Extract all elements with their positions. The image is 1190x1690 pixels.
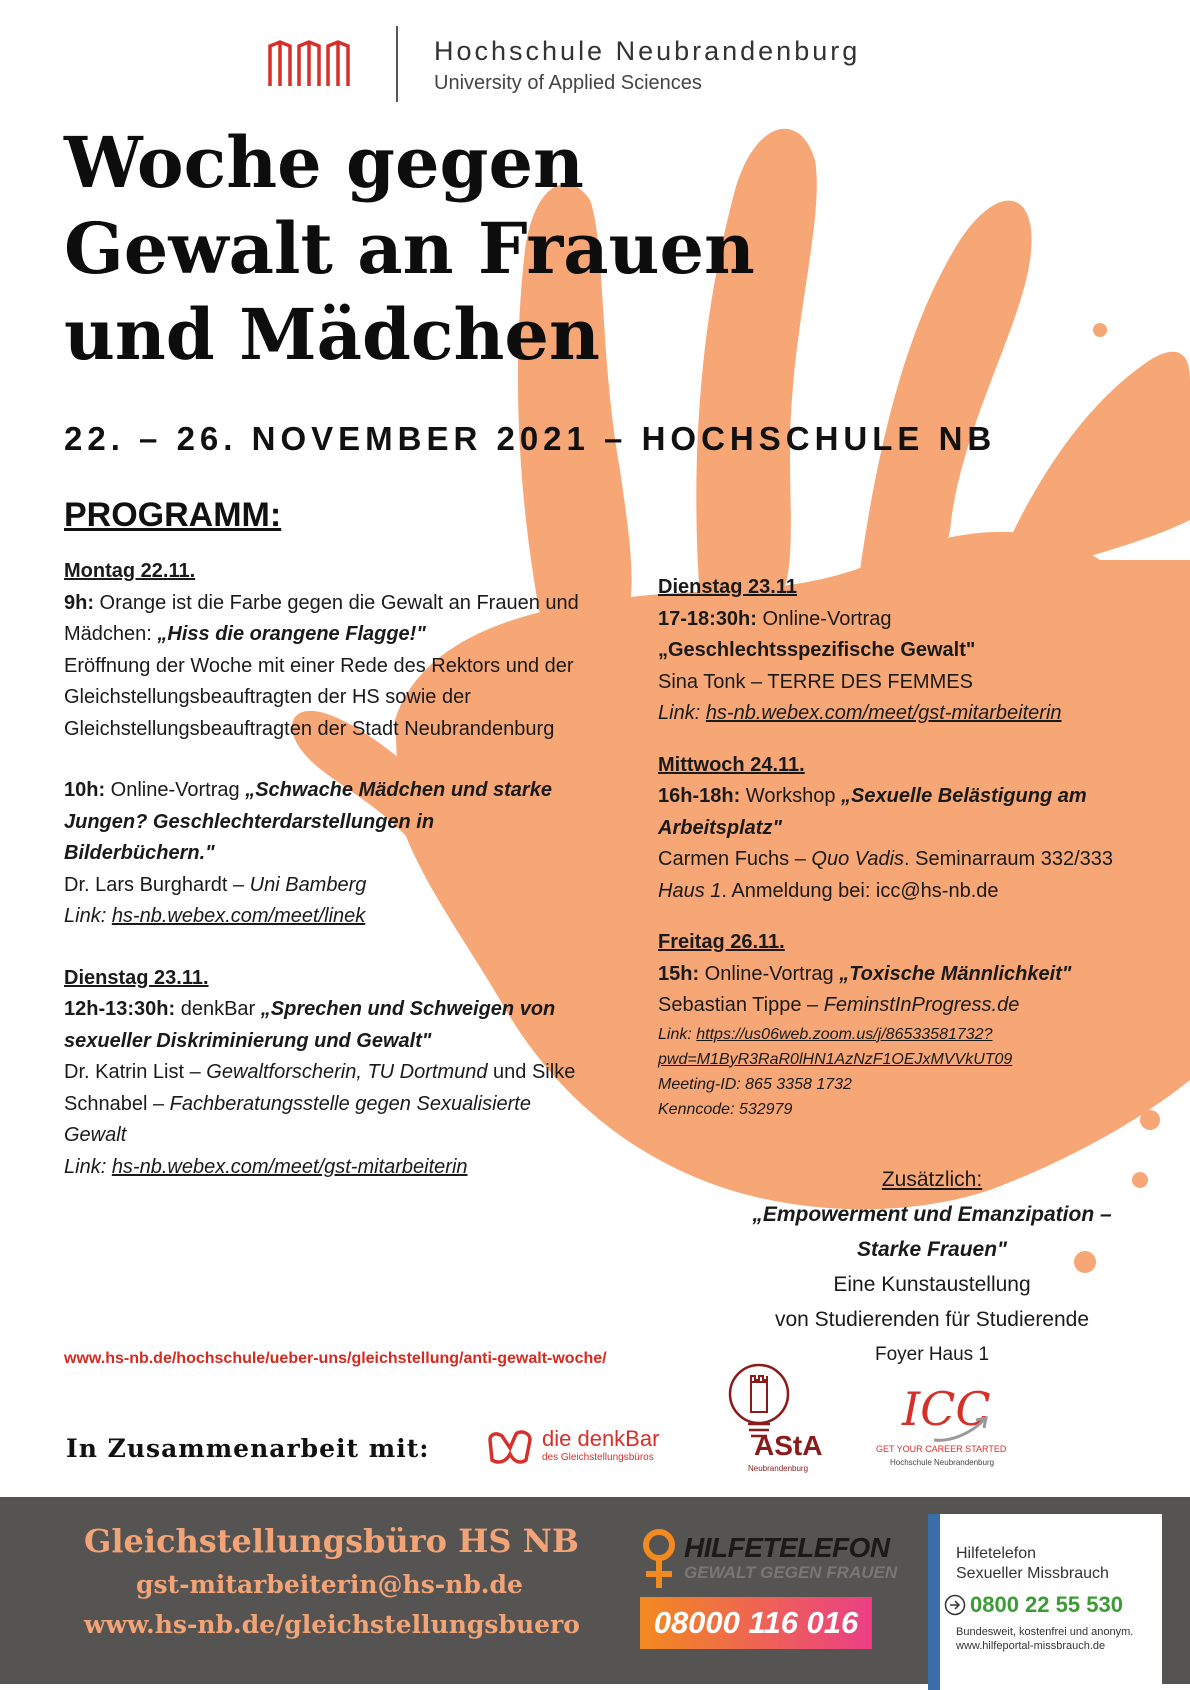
event-description: Eröffnung der Woche mit einer Rede des Rektors und der Gleichstellungsbeauftragten der HS sowie der Gleichstellungsbeauftragten der Stadt Neubrandenburg bbox=[64, 654, 574, 740]
event-link-row: Link: hs-nb.webex.com/meet/gst-mitarbeiterin bbox=[64, 1155, 468, 1178]
event-time: 12h-13:30h: bbox=[64, 998, 176, 1020]
day-heading-monday: Montag 22.11. bbox=[64, 560, 196, 582]
event-time: 16h-18h: bbox=[658, 785, 741, 807]
event-time: 10h: bbox=[64, 779, 106, 801]
event-title: „Geschlechtsspezifische Gewalt" bbox=[658, 639, 976, 661]
event-friday-lecture: 15h: Online-Vortrag „Toxische Männlichkeit" bbox=[658, 962, 1072, 985]
denkbar-sub: des Gleichstellungsbüros bbox=[542, 1452, 654, 1463]
event-tuesday-denkbar: 12h-13:30h: denkBar „Sprechen und Schweigen von sexueller Diskriminierung und Gewalt" bbox=[64, 998, 556, 1052]
day-heading-tuesday: Dienstag 23.11 bbox=[658, 576, 797, 598]
additional-exhibition bbox=[716, 1162, 1148, 1372]
institution-subtitle: University of Applied Sciences bbox=[434, 72, 702, 94]
event-speaker: Carmen Fuchs – Quo Vadis. Seminarraum 332/333 bbox=[658, 848, 1114, 870]
missbrauch-fineprint: Bundesweit, kostenfrei und anonym. bbox=[956, 1626, 1134, 1638]
day-heading-friday: Freitag 26.11. bbox=[658, 931, 785, 953]
icc-slogan: GET YOUR CAREER STARTED bbox=[876, 1444, 1007, 1454]
institution-name: Hochschule Neubrandenburg bbox=[434, 36, 861, 66]
footer-email[interactable]: gst-mitarbeiterin@hs-nb.de bbox=[136, 1570, 523, 1599]
meeting-passcode: Kenncode: 532979 bbox=[658, 1100, 793, 1118]
event-time: 15h: bbox=[658, 962, 700, 985]
icc-logo bbox=[860, 1382, 1020, 1482]
footer-website[interactable]: www.hs-nb.de/gleichstellungsbuero bbox=[84, 1610, 580, 1639]
event-website-link[interactable]: www.hs-nb.de/hochschule/ueber-uns/gleichstellung/anti-gewalt-woche/ bbox=[64, 1350, 607, 1367]
zoom-link-row-2 bbox=[658, 1047, 1178, 1072]
exhibition-title-1: „Empowerment und Emanzipation – bbox=[752, 1203, 1112, 1226]
event-wednesday-workshop: 16h-18h: Workshop „Sexuelle Belästigung am Arbeitsplatz" bbox=[658, 785, 1087, 839]
exhibition-line-2: von Studierenden für Studierende bbox=[774, 1308, 1090, 1331]
webex-link[interactable]: hs-nb.webex.com/meet/gst-mitarbeiterin bbox=[705, 702, 1062, 724]
missbrauch-number[interactable]: 0800 22 55 530 bbox=[970, 1592, 1123, 1617]
event-speakers: Dr. Katrin List – Gewaltforscherin, TU Dortmund und Silke Schnabel – Fachberatungsstelle gegen Sexualisierte Gewalt bbox=[64, 1061, 576, 1146]
denkbar-logo bbox=[486, 1424, 696, 1472]
event-link-row: Link: hs-nb.webex.com/meet/linek bbox=[64, 905, 366, 927]
partners-label: In Zusammenarbeit mit: bbox=[66, 1434, 430, 1463]
page-title bbox=[64, 120, 964, 378]
webex-link[interactable]: hs-nb.webex.com/meet/gst-mitarbeiterin bbox=[111, 1155, 468, 1178]
asta-logo bbox=[724, 1362, 834, 1478]
footer-office-name: Gleichstellungsbüro HS NB bbox=[84, 1522, 579, 1560]
missbrauch-title-2: Sexueller Missbrauch bbox=[956, 1565, 1109, 1582]
title-line-2: Gewalt an Frauen bbox=[64, 207, 755, 290]
missbrauch-website[interactable]: www.hilfeportal-missbrauch.de bbox=[956, 1640, 1106, 1652]
event-speaker: Dr. Lars Burghardt – Uni Bamberg bbox=[64, 873, 367, 896]
hilfetelefon-subtitle: GEWALT GEGEN FRAUEN bbox=[684, 1563, 898, 1582]
meeting-id: Meeting-ID: 865 3358 1732 bbox=[658, 1075, 852, 1093]
event-link-row: Link: hs-nb.webex.com/meet/gst-mitarbeiterin bbox=[658, 702, 1062, 724]
event-title: „Schwache Mädchen und starke Jungen? Geschlechterdarstellungen in Bilderbüchern." bbox=[64, 779, 552, 864]
event-title: „Sexuelle Belästigung am Arbeitsplatz" bbox=[658, 785, 1087, 839]
event-date-line: 22. – 26. NOVEMBER 2021 – HOCHSCHULE NB bbox=[64, 420, 997, 457]
event-tuesday-lecture: 17-18:30h: Online-Vortrag bbox=[658, 607, 892, 630]
arrow-right-circle-icon bbox=[944, 1594, 966, 1616]
event-title: „Toxische Männlichkeit" bbox=[839, 962, 1072, 985]
denkbar-logo-icon bbox=[486, 1428, 536, 1468]
event-monday-opening: 9h: Orange ist die Farbe gegen die Gewalt an Frauen und Mädchen: „Hiss die orangene Flagge!" bbox=[64, 591, 579, 645]
webex-link[interactable]: hs-nb.webex.com/meet/linek bbox=[111, 905, 366, 927]
event-time: 9h: bbox=[64, 591, 94, 614]
header-divider bbox=[396, 26, 398, 102]
event-monday-lecture: 10h: Online-Vortrag „Schwache Mädchen und starke Jungen? Geschlechterdarstellungen in Bilderbüchern." bbox=[64, 779, 552, 864]
event-speaker: Sebastian Tippe – FeminstInProgress.de bbox=[658, 994, 1020, 1016]
exhibition-title-2: Starke Frauen" bbox=[856, 1238, 1007, 1261]
denkbar-name: die denkBar bbox=[542, 1426, 660, 1451]
program-left-column bbox=[64, 556, 584, 1183]
event-time: 17-18:30h: bbox=[658, 607, 757, 630]
title-line-1: Woche gegen bbox=[64, 121, 584, 204]
hilfetelefon-title: HILFETELEFON bbox=[684, 1532, 890, 1563]
university-logo-icon bbox=[266, 40, 352, 88]
arrow-swoosh-icon bbox=[930, 1414, 990, 1444]
exhibition-line-1: Eine Kunstaustellung bbox=[833, 1273, 1031, 1296]
exhibition-location: Foyer Haus 1 bbox=[874, 1344, 990, 1365]
icc-university: Hochschule Neubrandenburg bbox=[890, 1458, 995, 1467]
icc-name: ICC bbox=[902, 1382, 991, 1436]
program-right-column bbox=[658, 572, 1178, 1122]
zoom-link[interactable]: https://us06web.zoom.us/j/86533581732? bbox=[696, 1025, 993, 1043]
missbrauch-title-1: Hilfetelefon bbox=[956, 1545, 1037, 1562]
hilfetelefon-number[interactable]: 08000 116 016 bbox=[640, 1597, 872, 1649]
additional-label: Zusätzlich: bbox=[881, 1168, 983, 1191]
female-symbol-icon bbox=[640, 1528, 678, 1590]
event-title: „Hiss die orangene Flagge!" bbox=[157, 623, 426, 645]
day-heading-wednesday: Mittwoch 24.11. bbox=[658, 753, 805, 776]
title-line-3: und Mädchen bbox=[64, 293, 600, 376]
program-heading: PROGRAMM: bbox=[64, 496, 282, 534]
day-heading-tuesday: Dienstag 23.11. bbox=[64, 966, 209, 989]
asta-sub: Neubrandenburg bbox=[748, 1464, 809, 1473]
zoom-link-continued[interactable]: pwd=M1ByR3RaR0lHN1AzNzF1OEJxMVVkUT09 bbox=[658, 1050, 1013, 1068]
event-registration: Haus 1. Anmeldung bei: icc@hs-nb.de bbox=[658, 879, 999, 902]
asta-name: AStA bbox=[754, 1430, 823, 1461]
zoom-link-row: Link: https://us06web.zoom.us/j/86533581732? bbox=[658, 1025, 993, 1043]
event-title: „Sprechen und Schweigen von sexueller Diskriminierung und Gewalt" bbox=[64, 998, 556, 1052]
event-speaker: Sina Tonk – TERRE DES FEMMES bbox=[658, 670, 973, 693]
